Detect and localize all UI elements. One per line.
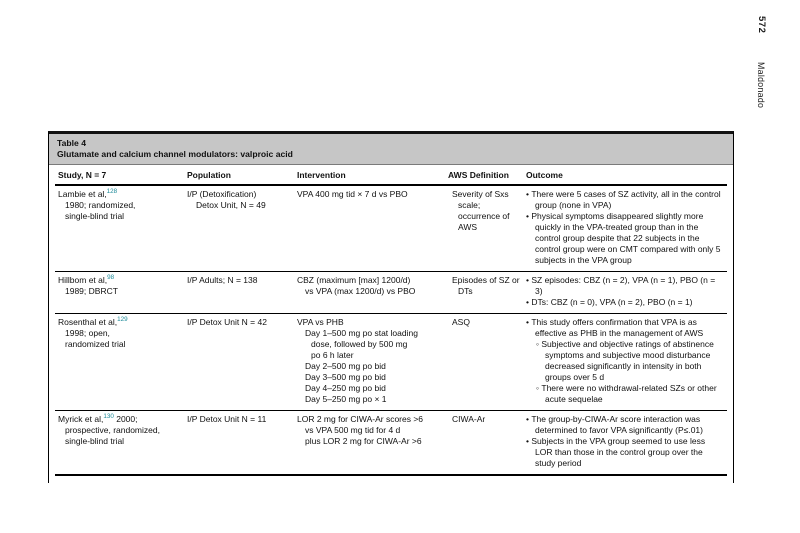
study-line: randomized trial (65, 339, 126, 349)
study-line (58, 275, 181, 286)
study-line (58, 189, 181, 200)
intervention-line: dose, followed by 500 mg (311, 339, 408, 349)
intervention-line: VPA 400 mg tid × 7 d vs PBO (297, 189, 408, 199)
intervention-line: plus LOR 2 mg for CIWA-Ar >6 (305, 436, 422, 446)
population-line: I/P Detox Unit N = 42 (187, 317, 267, 327)
study-line: single-blind trial (65, 211, 125, 221)
intervention-cell (297, 317, 448, 405)
reference-link[interactable]: 98 (107, 274, 115, 282)
table-body (49, 165, 733, 483)
intervention-line: vs VPA (max 1200/d) vs PBO (305, 286, 416, 296)
study-cell (55, 414, 187, 469)
study-line: prospective, randomized, (65, 425, 160, 435)
aws-definition-cell: CIWA-Ar (452, 414, 486, 424)
population-cell (187, 317, 297, 405)
outcome-sub-bullet: ◦ Subjective and objective ratings of abstinence symptoms and subjective mood disturbance decreased significantly in intensity in both groups over 5 d (526, 339, 721, 383)
intervention-cell (297, 189, 448, 266)
column-header-study: Study, N = 7 (58, 170, 107, 180)
running-author: Maldonado (756, 62, 766, 109)
study-line: 1989; DBRCT (65, 286, 118, 296)
column-header-population: Population (187, 170, 231, 180)
study-line (58, 317, 181, 328)
intervention-line: po 6 h later (311, 350, 354, 360)
population-line: I/P (Detoxification) (187, 189, 257, 199)
intervention-line: Day 4–250 mg po bid (305, 383, 386, 393)
population-line: I/P Detox Unit N = 11 (187, 414, 267, 424)
table-label: Table 4 (57, 138, 86, 148)
intervention-cell (297, 414, 448, 469)
outcome-cell (526, 317, 723, 405)
study-cell (55, 317, 187, 405)
outcome-cell (526, 414, 723, 469)
aws-definition-cell: ASQ (452, 317, 470, 327)
study-cell (55, 275, 187, 308)
table-row-rosenthal (55, 314, 727, 411)
population-cell (187, 275, 297, 308)
outcome-bullet: • DTs: CBZ (n = 0), VPA (n = 2), PBO (n = 1) (526, 297, 721, 308)
intervention-cell (297, 275, 448, 308)
intervention-line: VPA vs PHB (297, 317, 344, 327)
column-header-outcome: Outcome (526, 170, 563, 180)
study-authors: Hillbom et al, (58, 275, 108, 285)
intervention-line: CBZ (maximum [max] 1200/d) (297, 275, 411, 285)
intervention-line: Day 2–500 mg po bid (305, 361, 386, 371)
table-4-box (48, 131, 734, 483)
outcome-cell (526, 275, 723, 308)
intervention-line: vs VPA 500 mg tid for 4 d (305, 425, 401, 435)
table-row-hillbom (55, 272, 727, 314)
study-line: single-blind trial (65, 436, 125, 446)
study-authors: Rosenthal et al, (58, 317, 118, 327)
table-row-myrick (55, 411, 727, 476)
study-year: 2000; (113, 414, 138, 424)
table-row-lambie (55, 186, 727, 272)
outcome-sub-bullet: ◦ There were no withdrawal-related SZs or other acute sequelae (526, 383, 721, 405)
reference-link[interactable]: 128 (106, 188, 118, 196)
outcome-bullet: • This study offers confirmation that VPA is as effective as PHB in the management of AWS (526, 317, 721, 339)
study-line: 1980; randomized, (65, 200, 136, 210)
page-number: 572 (756, 16, 767, 34)
population-cell (187, 414, 297, 469)
population-line: I/P Adults; N = 138 (187, 275, 258, 285)
outcome-bullet: • There were 5 cases of SZ activity, all in the control group (none in VPA) (526, 189, 721, 211)
population-line: Detox Unit, N = 49 (196, 200, 266, 210)
study-authors: Myrick et al, (58, 414, 104, 424)
outcome-bullet: • The group-by-CIWA-Ar score interaction was determined to favor VPA significantly (P≤.01) (526, 414, 721, 436)
study-cell (55, 189, 187, 266)
column-header-aws-definition: AWS Definition (448, 170, 509, 180)
intervention-line: Day 1–500 mg po stat loading (305, 328, 418, 338)
reference-link[interactable]: 130 (103, 413, 114, 421)
reference-link[interactable]: 129 (117, 316, 128, 324)
outcome-bullet: • Subjects in the VPA group seemed to use less LOR than those in the control group over the study period (526, 436, 721, 469)
intervention-line: LOR 2 mg for CIWA-Ar scores >6 (297, 414, 424, 424)
table-header-row (55, 165, 727, 186)
study-line: 1998; open, (65, 328, 110, 338)
population-cell (187, 189, 297, 266)
table-title: Glutamate and calcium channel modulators: valproic acid (57, 149, 293, 159)
study-line (58, 414, 181, 425)
outcome-cell (526, 189, 723, 266)
column-header-intervention: Intervention (297, 170, 346, 180)
intervention-line: Day 3–500 mg po bid (305, 372, 386, 382)
outcome-bullet: • Physical symptoms disappeared slightly more quickly in the VPA-treated group than in the control group despite that 22 subjects in the control group were on CMT compared with only 5 subjects in the VPA group (526, 211, 721, 266)
aws-definition-cell: Severity of Sxs scale; occurrence of AWS (452, 189, 510, 232)
intervention-line: Day 5–250 mg po × 1 (305, 394, 387, 404)
aws-definition-cell: Episodes of SZ or DTs (452, 275, 520, 296)
study-authors: Lambie et al, (58, 189, 107, 199)
outcome-bullet: • SZ episodes: CBZ (n = 2), VPA (n = 1), PBO (n = 3) (526, 275, 721, 297)
table-title-bar (49, 134, 733, 165)
